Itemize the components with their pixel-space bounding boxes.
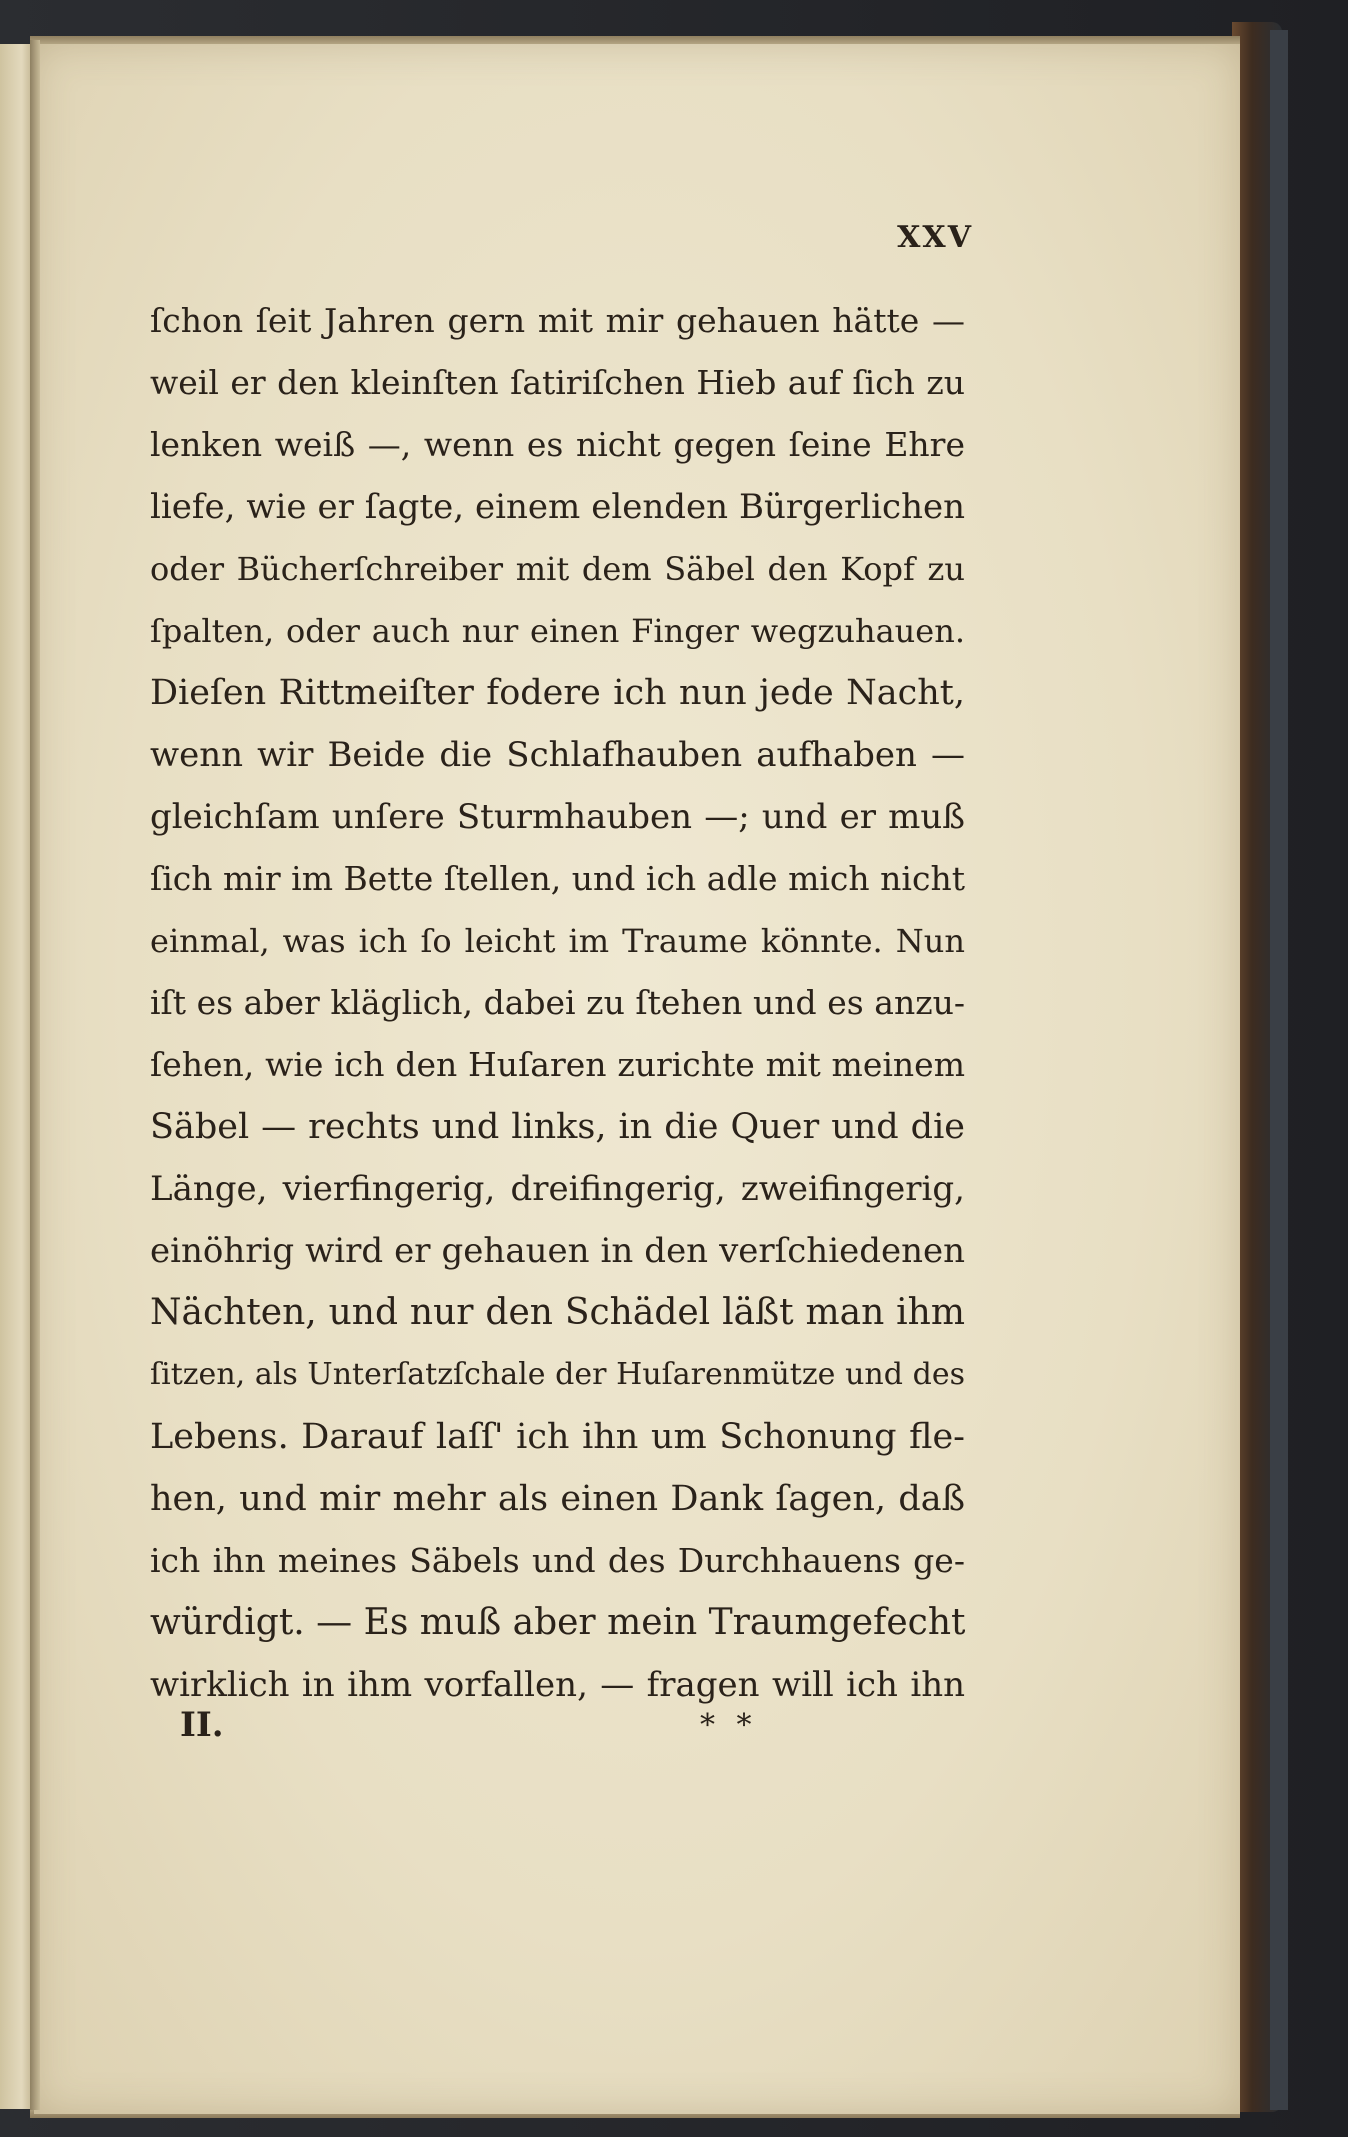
text-line: ich ihn meines Säbels und des Durchhauens ge- bbox=[150, 1541, 965, 1580]
text-line: einöhrig wird er gehauen in den verſchiedenen bbox=[150, 1231, 965, 1271]
text-line: wenn wir Beide die Schlafhauben aufhaben — bbox=[150, 735, 965, 775]
text-line: liefe, wie er ſagte, einem elenden Bürgerlichen bbox=[150, 487, 965, 527]
text-line: einmal, was ich ſo leicht im Traume könnte. Nun bbox=[150, 922, 965, 960]
text-line: iſt es aber kläglich, dabei zu ſtehen und es anzu- bbox=[150, 983, 965, 1022]
text-line: würdigt. — Es muß aber mein Traumgefecht bbox=[150, 1602, 965, 1643]
text-line: Dieſen Rittmeiſter fodere ich nun jede Nacht, bbox=[150, 673, 965, 713]
text-line: Säbel — rechts und links, in die Quer und die bbox=[150, 1107, 965, 1147]
text-line: ſitzen, als Unterſatzſchale der Huſarenmütze und des bbox=[150, 1357, 965, 1392]
page-number: XXV bbox=[897, 220, 973, 255]
text-line: weil er den kleinſten ſatiriſchen Hieb auf ſich zu bbox=[150, 363, 965, 402]
book-gutter bbox=[30, 40, 40, 2110]
text-line: wirklich in ihm vorfallen, — fragen will ich ihn bbox=[150, 1665, 965, 1705]
text-line: gleichſam unſere Sturmhauben —; und er muß bbox=[150, 797, 965, 837]
text-line: hen, und mir mehr als einen Dank ſagen, daß bbox=[150, 1479, 965, 1519]
text-line: Nächten, und nur den Schädel läßt man ihm bbox=[150, 1292, 965, 1333]
text-line: ſich mir im Bette ſtellen, und ich adle mich nicht bbox=[150, 859, 965, 898]
text-line: Länge, vierfingerig, dreifingerig, zweifingerig, bbox=[150, 1169, 965, 1209]
text-line: ſpalten, oder auch nur einen Finger wegzuhauen. bbox=[150, 612, 965, 650]
text-line: lenken weiß —, wenn es nicht gegen ſeine Ehre bbox=[150, 425, 965, 464]
signature-stars: * * bbox=[700, 1708, 758, 1743]
book-cover-board bbox=[1270, 30, 1288, 2110]
text-line: Lebens. Darauf laſſ' ich ihn um Schonung fle- bbox=[150, 1417, 965, 1457]
text-line: oder Bücherſchreiber mit dem Säbel den Kopf zu bbox=[150, 550, 965, 588]
text-line: ſehen, wie ich den Huſaren zurichte mit meinem bbox=[150, 1045, 965, 1084]
signature-mark: II. bbox=[180, 1705, 224, 1745]
body-text bbox=[150, 290, 965, 1716]
text-line: ſchon ſeit Jahren gern mit mir gehauen hätte — bbox=[150, 301, 965, 340]
